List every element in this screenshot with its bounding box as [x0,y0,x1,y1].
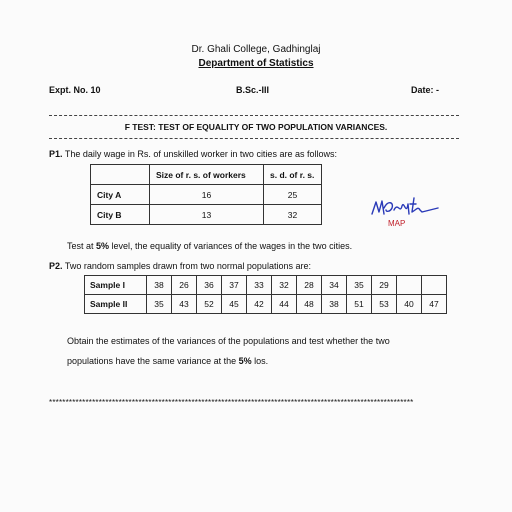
sample-value-cell: 28 [297,276,322,295]
table-cell: 13 [150,205,264,225]
sample-value-cell: 43 [172,295,197,314]
sample-value-cell: 47 [422,295,447,314]
wage-table [90,164,322,225]
sample-value-cell: 40 [397,295,422,314]
sample-value-cell: 42 [247,295,272,314]
table-header-row [91,165,322,185]
sample-value-cell: 36 [197,276,222,295]
table-header-cell: Size of r. s. of workers [150,165,264,185]
sample-value-cell: 32 [272,276,297,295]
date-label: Date: - [411,85,440,95]
sample-2-label: Sample II [85,295,147,314]
problem-1-statement: The daily wage in Rs. of unskilled worker in two cities are as follows: [62,149,337,159]
sample-value-cell: 51 [347,295,372,314]
class-label: B.Sc.-III [236,85,270,95]
problem-1-label: P1. [49,149,63,159]
obtain-text-line-1: Obtain the estimates of the variances of the populations and test whether the two [67,336,390,346]
college-name: Dr. Ghali College, Gadhinglaj [191,44,321,55]
sample-value-cell: 45 [222,295,247,314]
problem-2-label: P2. [49,261,63,271]
signature-image [368,192,458,232]
sample-value-cell: 35 [347,276,372,295]
sample-value-cell: 37 [222,276,247,295]
sample-value-cell: 26 [172,276,197,295]
obtain-text-line-2: populations have the same variance at the 5% los. [67,356,269,366]
sample-value-cell: 52 [197,295,222,314]
test-heading: F TEST: TEST OF EQUALITY OF TWO POPULATION VARIANCES. [124,122,388,132]
problem-2-text [49,261,311,271]
sample-value-cell [397,276,422,295]
sample-value-cell: 29 [372,276,397,295]
table-row [91,185,322,205]
samples-table [84,275,447,314]
problem-1-text [49,149,337,159]
table-cell: City B [91,205,150,225]
table-cell: 32 [264,205,322,225]
sample-1-row [85,276,447,295]
sample-2-row [85,295,447,314]
sample-value-cell: 44 [272,295,297,314]
sample-1-label: Sample I [85,276,147,295]
footer-star-line: ************************************************************************************************************** [49,398,414,407]
problem-1-instruction: Test at 5% level, the equality of variances of the wages in the two cities. [67,241,353,251]
sample-value-cell: 34 [322,276,347,295]
sample-value-cell: 35 [147,295,172,314]
problem-2-statement: Two random samples drawn from two normal populations are: [62,261,311,271]
sample-value-cell: 53 [372,295,397,314]
table-header-cell [91,165,150,185]
experiment-number: Expt. No. 10 [49,85,101,95]
sample-value-cell: 48 [297,295,322,314]
table-row [91,205,322,225]
svg-text:MAP: MAP [388,219,406,228]
department-name: Department of Statistics [198,58,314,69]
table-cell: 16 [150,185,264,205]
sample-value-cell [422,276,447,295]
table-header-cell: s. d. of r. s. [264,165,322,185]
table-cell: 25 [264,185,322,205]
table-cell: City A [91,185,150,205]
sample-value-cell: 38 [322,295,347,314]
divider-bottom [49,138,459,139]
sample-value-cell: 38 [147,276,172,295]
divider-top [49,115,459,116]
sample-value-cell: 33 [247,276,272,295]
